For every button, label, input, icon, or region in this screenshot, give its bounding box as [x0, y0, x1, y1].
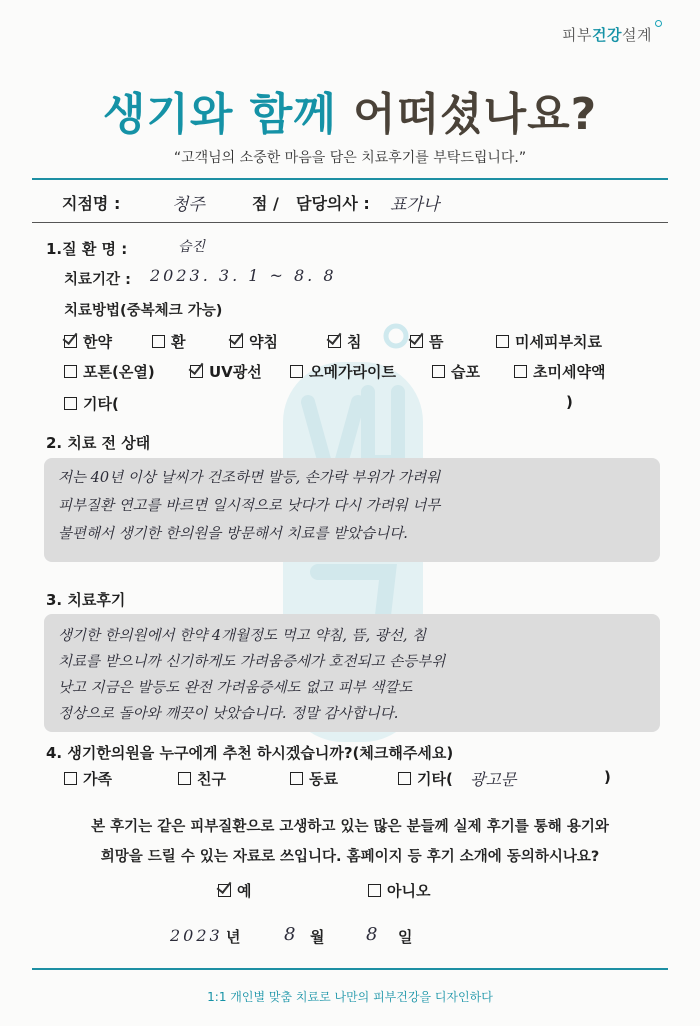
- option-label: 친구: [197, 770, 226, 788]
- review-textbox[interactable]: [44, 614, 660, 732]
- consent-no[interactable]: [368, 880, 430, 901]
- option-label: 침: [347, 333, 362, 351]
- option-label: 기타(: [417, 770, 453, 788]
- option-photon[interactable]: [64, 361, 155, 382]
- checkbox-icon[interactable]: [64, 772, 77, 785]
- period-label: 치료기간 :: [64, 272, 131, 288]
- before-line: 불편해서 생기한 한의원을 방문해서 치료를 받았습니다.: [58, 526, 408, 542]
- review-line: 생기한 한의원에서 한약 4개월정도 먹고 약침, 뜸, 광선, 침: [58, 628, 427, 644]
- checkbox-icon[interactable]: [328, 335, 341, 348]
- before-line: 저는 40년 이상 날씨가 건조하면 발등, 손가락 부위가 가려워: [58, 470, 441, 486]
- title-part1: 생기와 함께: [102, 89, 337, 140]
- option-label: 환: [171, 333, 186, 351]
- doctor-label: 담당의사 :: [296, 194, 370, 213]
- date-day[interactable]: 8: [366, 924, 378, 945]
- checkbox-icon[interactable]: [190, 365, 203, 378]
- recommend-close-paren: ): [604, 768, 611, 786]
- period-value[interactable]: 2023. 3. 1 ~ 8. 8: [150, 266, 337, 285]
- option-uv[interactable]: [190, 361, 262, 382]
- subtitle: “고객님의 소중한 마음을 담은 치료후기를 부탁드립니다.”: [173, 150, 527, 166]
- brand-prefix: 피부: [562, 26, 593, 44]
- title-part2: 어떠셨나요?: [353, 89, 598, 140]
- brand-logo: [562, 24, 652, 45]
- bottom-divider: [32, 968, 668, 970]
- review-line: 정상으로 돌아와 깨끗이 낫았습니다. 정말 감사합니다.: [58, 706, 399, 722]
- date-month-unit: 월: [310, 928, 325, 946]
- option-wet-pack[interactable]: [432, 361, 480, 382]
- section4-title: 4. 생기한의원을 누구에게 추천 하시겠습니까?(체크해주세요): [46, 744, 454, 762]
- option-label: 미세피부치료: [515, 333, 602, 351]
- checkbox-icon[interactable]: [398, 772, 411, 785]
- section2-title: 2. 치료 전 상태: [46, 434, 151, 452]
- consent-yes[interactable]: [218, 880, 252, 901]
- checkbox-icon[interactable]: [496, 335, 509, 348]
- recommend-other[interactable]: [398, 768, 453, 789]
- checkbox-icon[interactable]: [230, 335, 243, 348]
- option-label: 약침: [249, 333, 278, 351]
- date-year-unit: 년: [226, 928, 241, 946]
- option-micro-skin[interactable]: [496, 331, 602, 352]
- checkbox-icon[interactable]: [64, 365, 77, 378]
- option-label: 뜸: [429, 333, 444, 351]
- checkbox-icon[interactable]: [152, 335, 165, 348]
- recommend-family[interactable]: [64, 768, 112, 789]
- date-day-unit: 일: [398, 928, 413, 946]
- option-pharmacopuncture[interactable]: [230, 331, 278, 352]
- doctor-value[interactable]: 표가나: [390, 195, 440, 215]
- date-month[interactable]: 8: [284, 924, 296, 945]
- brand-dot-icon: [655, 20, 662, 27]
- recommend-friend[interactable]: [178, 768, 226, 789]
- checkbox-icon[interactable]: [290, 772, 303, 785]
- checkbox-icon[interactable]: [64, 397, 77, 410]
- page-title: [0, 78, 700, 142]
- option-label: 오메가라이트: [309, 363, 396, 381]
- brand-suffix: 설계: [622, 26, 652, 44]
- review-line: 치료를 받으니까 신기하게도 가려움증세가 호전되고 손등부위: [58, 654, 446, 670]
- option-label: 초미세약액: [533, 363, 606, 381]
- section1-title: 1.질 환 명 :: [46, 240, 128, 258]
- header-divider: [32, 222, 668, 223]
- option-label: 포톤(온열): [83, 363, 155, 381]
- branch-value[interactable]: 청주: [172, 195, 205, 215]
- option-other[interactable]: [64, 393, 119, 414]
- option-ultrafine[interactable]: [514, 361, 605, 382]
- option-herbal[interactable]: [64, 331, 112, 352]
- option-pill[interactable]: [152, 331, 186, 352]
- checkbox-icon[interactable]: [218, 884, 231, 897]
- option-label: 습포: [451, 363, 480, 381]
- option-label: UV광선: [209, 363, 262, 381]
- review-line: 낫고 지금은 발등도 완전 가려움증세도 없고 피부 색깔도: [58, 680, 413, 696]
- option-label: 예: [237, 882, 252, 900]
- option-omega-light[interactable]: [290, 361, 396, 382]
- option-label: 기타(: [83, 395, 119, 413]
- disease-value[interactable]: 습진: [178, 239, 206, 255]
- consent-line1: 본 후기는 같은 피부질환으로 고생하고 있는 많은 분들께 실제 후기를 통해 용기와: [91, 819, 609, 835]
- before-state-textbox[interactable]: [44, 458, 660, 562]
- checkbox-icon[interactable]: [514, 365, 527, 378]
- branch-suffix: 점 /: [252, 194, 279, 213]
- option-acupuncture[interactable]: [328, 331, 362, 352]
- footer-slogan: 1:1 개인별 맞춤 치료로 나만의 피부건강을 디자인하다: [207, 990, 493, 1004]
- option-label: 가족: [83, 770, 112, 788]
- option-label: 아니오: [387, 882, 431, 900]
- checkbox-icon[interactable]: [368, 884, 381, 897]
- section3-title: 3. 치료후기: [46, 591, 126, 609]
- brand-bold: 건강: [592, 26, 623, 44]
- recommend-other-value[interactable]: 광고문: [470, 770, 517, 789]
- consent-line2: 희망을 드릴 수 있는 자료로 쓰입니다. 홈페이지 등 후기 소개에 동의하시나요?: [100, 849, 600, 865]
- date-year[interactable]: 2023: [170, 926, 223, 945]
- before-line: 피부질환 연고를 바르면 일시적으로 낫다가 다시 가려워 너무: [58, 498, 441, 514]
- branch-label: 지점명 :: [62, 194, 121, 213]
- checkbox-icon[interactable]: [410, 335, 423, 348]
- top-divider: [32, 178, 668, 180]
- other-close-paren: ): [566, 393, 573, 411]
- option-label: 동료: [309, 770, 338, 788]
- option-moxibustion[interactable]: [410, 331, 444, 352]
- recommend-colleague[interactable]: [290, 768, 338, 789]
- methods-label: 치료방법(중복체크 가능): [64, 303, 223, 319]
- checkbox-icon[interactable]: [64, 335, 77, 348]
- checkbox-icon[interactable]: [290, 365, 303, 378]
- checkbox-icon[interactable]: [432, 365, 445, 378]
- option-label: 한약: [83, 333, 112, 351]
- checkbox-icon[interactable]: [178, 772, 191, 785]
